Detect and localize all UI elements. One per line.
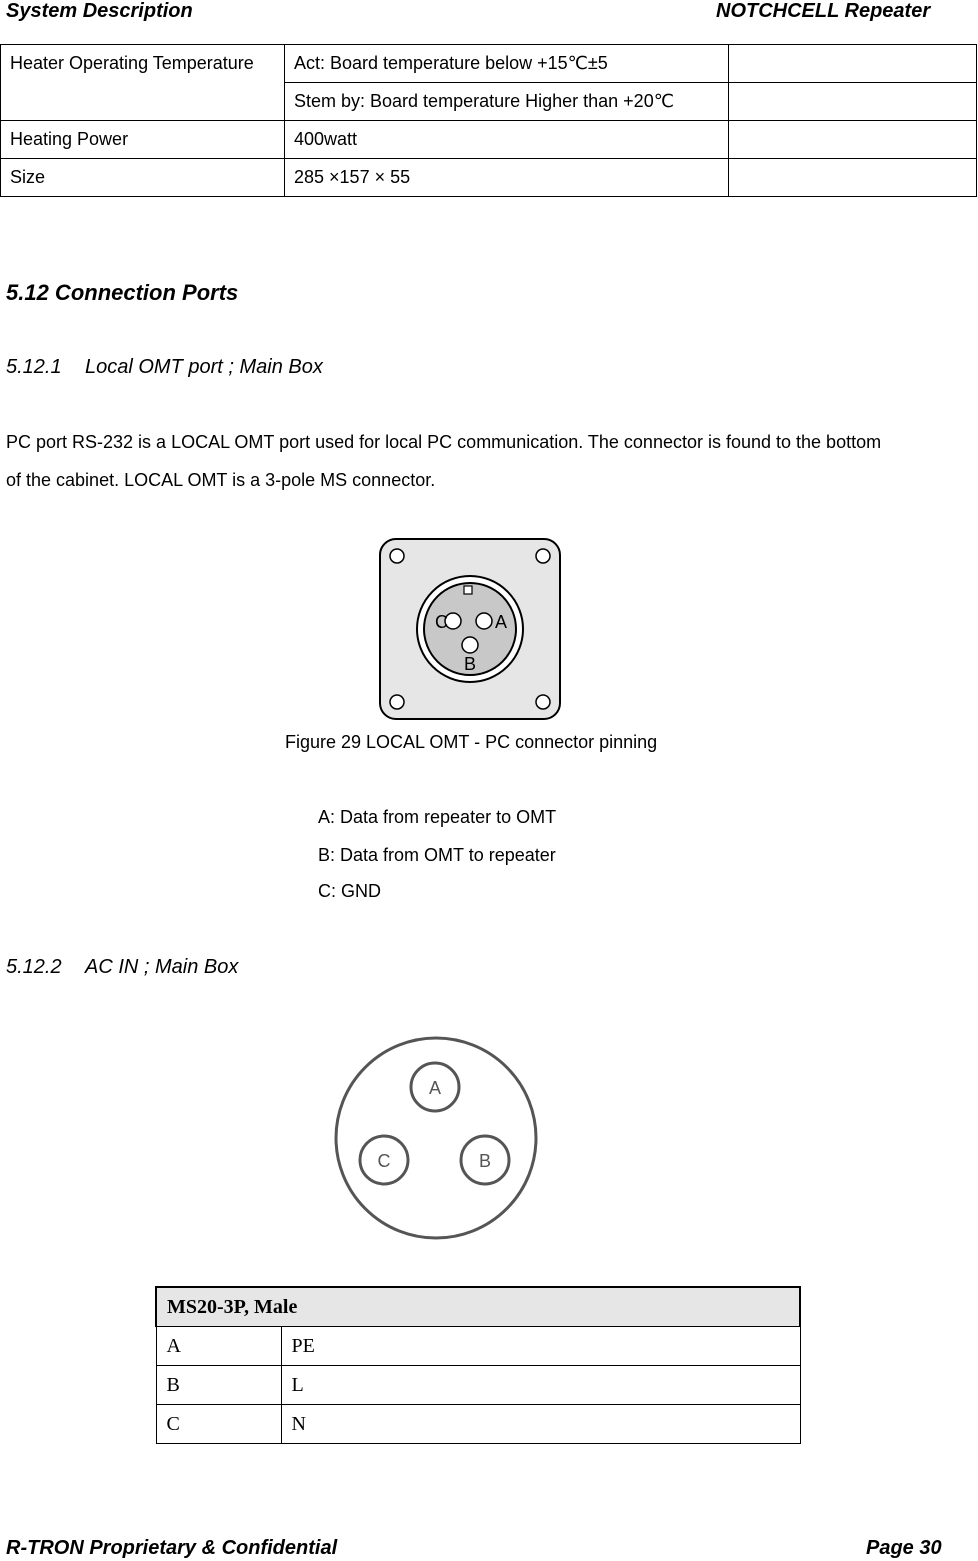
ms-pin: C [156,1405,281,1444]
pin-description: C: GND [318,881,381,901]
spec-label: Heating Power [1,121,285,159]
table-row [1,159,977,197]
ac-pin-c-label: C [377,1151,391,1171]
pin-a-label: A [495,612,508,632]
spec-value: Act: Board temperature below +15℃±5 [285,45,729,83]
pin-c-label: C [435,612,448,632]
table-row [1,45,977,83]
ms-pin-table [155,1286,801,1444]
paragraph-line: of the cabinet. LOCAL OMT is a 3-pole MS connector. [6,470,436,490]
table-header-row [156,1287,800,1327]
ms-pin: B [156,1366,281,1405]
subsection-title: Local OMT port ; Main Box [85,356,323,378]
pin-description: B: Data from OMT to repeater [318,845,556,865]
pin-description: A: Data from repeater to OMT [318,807,557,827]
spec-note [729,121,977,159]
omt-connector-figure [378,537,562,721]
spec-value: Stem by: Board temperature Higher than +20℃ [285,83,729,121]
mounting-hole [390,549,404,563]
footer-left: R-TRON Proprietary & Confidential [6,1537,338,1559]
pin-b [462,637,478,653]
table-row [156,1327,800,1366]
spec-label: Size [1,159,285,197]
spec-value: 400watt [285,121,729,159]
spec-note [729,159,977,197]
table-row [156,1405,800,1444]
spec-table [0,44,977,197]
spec-value: 285 ×157 × 55 [285,159,729,197]
subsection-number: 5.12.1 [6,356,62,378]
spec-note [729,45,977,83]
ac-pin-b-label: B [478,1151,492,1171]
footer-page-label: Page [866,1537,914,1559]
ms-signal: L [281,1366,800,1405]
pin-a [476,613,492,629]
ms-pin: A [156,1327,281,1366]
header-right: NOTCHCELL Repeater [716,0,931,22]
ms-table-header: MS20-3P, Male [156,1287,800,1327]
subsection-number: 5.12.2 [6,956,62,978]
subsection-title: AC IN ; Main Box [85,956,239,978]
ms-signal: PE [281,1327,800,1366]
mounting-hole [536,549,550,563]
ac-pin-a-label: A [428,1078,442,1098]
mounting-hole [536,695,550,709]
spec-note [729,83,977,121]
table-row [1,121,977,159]
ms-signal: N [281,1405,800,1444]
ac-connector-figure [332,1034,540,1242]
pin-b-label: B [464,654,477,674]
section-title: 5.12 Connection Ports [6,280,239,305]
key-notch [464,586,472,594]
footer-page [866,1537,942,1560]
spec-label: Heater Operating Temperature [1,45,285,121]
mounting-hole [390,695,404,709]
figure-caption: Figure 29 LOCAL OMT - PC connector pinning [285,732,658,752]
paragraph-line: PC port RS-232 is a LOCAL OMT port used for local PC communication. The connector is found to the bottom [6,432,882,452]
table-row [156,1366,800,1405]
header-left: System Description [6,0,193,22]
footer-page-number: 30 [919,1537,942,1559]
